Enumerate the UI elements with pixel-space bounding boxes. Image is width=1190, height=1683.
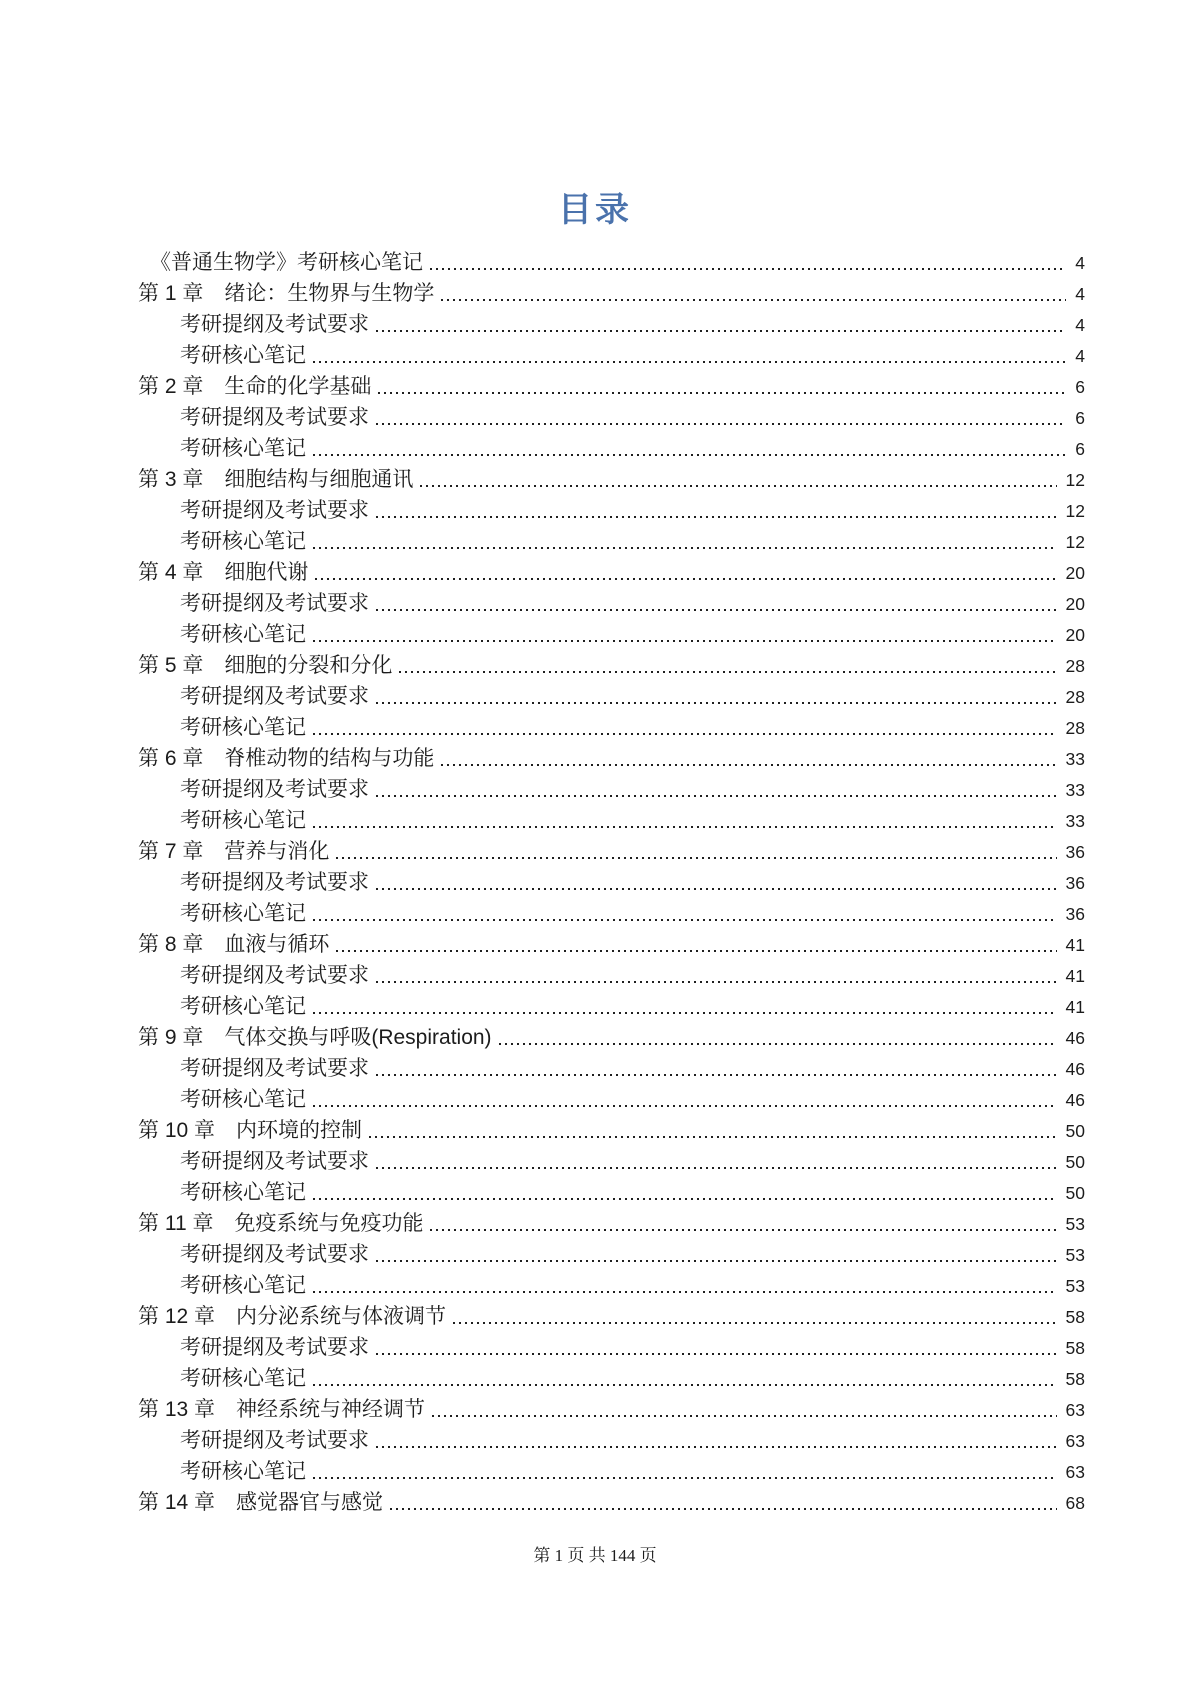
dot-leader <box>313 898 1057 929</box>
toc-entry-label: 考研提纲及考试要求 <box>180 499 369 522</box>
dot-leader <box>313 1363 1057 1394</box>
toc-entry[interactable] <box>138 495 1085 526</box>
table-of-contents <box>138 247 1085 1518</box>
dot-leader <box>313 619 1057 650</box>
toc-entry-label: 第 12 章 内分泌系统与体液调节 <box>138 1305 447 1328</box>
toc-entry-label: 第 6 章 脊椎动物的结构与功能 <box>138 747 435 770</box>
dot-leader <box>313 340 1066 371</box>
toc-page-number: 46 <box>1065 1059 1085 1079</box>
toc-entry[interactable] <box>138 867 1085 898</box>
toc-entry-label: 第 7 章 营养与消化 <box>138 840 330 863</box>
dot-leader <box>390 1487 1057 1518</box>
toc-page-number: 33 <box>1065 749 1085 769</box>
toc-page-number: 20 <box>1065 594 1085 614</box>
toc-entry[interactable] <box>138 247 1085 278</box>
dot-leader <box>313 433 1066 464</box>
toc-entry-label: 考研核心笔记 <box>180 623 306 646</box>
dot-leader <box>376 681 1057 712</box>
dot-leader <box>420 464 1056 495</box>
toc-page-number: 28 <box>1065 656 1085 676</box>
toc-page-number: 6 <box>1075 377 1085 397</box>
toc-page-number: 28 <box>1065 718 1085 738</box>
toc-entry[interactable] <box>138 1115 1085 1146</box>
toc-page-number: 46 <box>1065 1028 1085 1048</box>
toc-entry-label: 考研提纲及考试要求 <box>180 406 369 429</box>
toc-entry-label: 《普通生物学》考研核心笔记 <box>150 251 423 274</box>
toc-entry-label: 第 13 章 神经系统与神经调节 <box>138 1398 426 1421</box>
toc-entry-label: 第 14 章 感觉器官与感觉 <box>138 1491 384 1514</box>
toc-page-number: 6 <box>1075 408 1085 428</box>
toc-entry-label: 考研核心笔记 <box>180 1367 306 1390</box>
dot-leader <box>376 588 1057 619</box>
toc-entry[interactable] <box>138 650 1085 681</box>
toc-entry[interactable] <box>138 278 1085 309</box>
dot-leader <box>369 1115 1057 1146</box>
toc-entry[interactable] <box>138 1146 1085 1177</box>
dot-leader <box>441 278 1066 309</box>
toc-entry-label: 第 5 章 细胞的分裂和分化 <box>138 654 393 677</box>
dot-leader <box>336 836 1056 867</box>
toc-entry-label: 考研核心笔记 <box>180 809 306 832</box>
toc-entry[interactable] <box>138 681 1085 712</box>
toc-page-number: 58 <box>1065 1369 1085 1389</box>
toc-entry[interactable] <box>138 1177 1085 1208</box>
dot-leader <box>378 371 1066 402</box>
dot-leader <box>376 1146 1057 1177</box>
toc-entry[interactable] <box>138 619 1085 650</box>
toc-entry-label: 考研提纲及考试要求 <box>180 1057 369 1080</box>
toc-entry[interactable] <box>138 1301 1085 1332</box>
toc-page-number: 36 <box>1065 873 1085 893</box>
toc-page-number: 33 <box>1065 780 1085 800</box>
toc-entry[interactable] <box>138 1456 1085 1487</box>
toc-page-number: 4 <box>1075 253 1085 273</box>
toc-entry-label: 第 4 章 细胞代谢 <box>138 561 309 584</box>
toc-entry[interactable] <box>138 960 1085 991</box>
dot-leader <box>313 1177 1057 1208</box>
toc-entry-label: 考研提纲及考试要求 <box>180 1336 369 1359</box>
dot-leader <box>432 1394 1057 1425</box>
toc-entry[interactable] <box>138 991 1085 1022</box>
toc-entry-label: 第 9 章 气体交换与呼吸(Respiration) <box>138 1026 492 1049</box>
toc-entry-label: 考研核心笔记 <box>180 530 306 553</box>
toc-page-number: 53 <box>1065 1214 1085 1234</box>
toc-entry-label: 考研核心笔记 <box>180 995 306 1018</box>
toc-entry[interactable] <box>138 898 1085 929</box>
toc-page-number: 41 <box>1065 997 1085 1017</box>
toc-page-number: 50 <box>1065 1152 1085 1172</box>
dot-leader <box>376 402 1066 433</box>
toc-entry-label: 考研核心笔记 <box>180 1274 306 1297</box>
toc-entry-label: 考研核心笔记 <box>180 344 306 367</box>
toc-entry[interactable] <box>138 1239 1085 1270</box>
dot-leader <box>499 1022 1057 1053</box>
toc-entry[interactable] <box>138 371 1085 402</box>
dot-leader <box>315 557 1056 588</box>
toc-page-number: 20 <box>1065 625 1085 645</box>
toc-page-number: 63 <box>1065 1462 1085 1482</box>
toc-page-number: 33 <box>1065 811 1085 831</box>
toc-page-number: 50 <box>1065 1183 1085 1203</box>
dot-leader <box>313 1456 1057 1487</box>
toc-page-number: 68 <box>1065 1493 1085 1513</box>
toc-entry-label: 考研核心笔记 <box>180 437 306 460</box>
toc-page-number: 20 <box>1065 563 1085 583</box>
dot-leader <box>430 247 1066 278</box>
toc-page-number: 12 <box>1065 532 1085 552</box>
toc-entry[interactable] <box>138 1084 1085 1115</box>
dot-leader <box>313 805 1057 836</box>
toc-page-number: 58 <box>1065 1338 1085 1358</box>
page-footer: 第 1 页 共 144 页 <box>533 1546 657 1565</box>
toc-entry-label: 考研提纲及考试要求 <box>180 871 369 894</box>
toc-entry-label: 第 2 章 生命的化学基础 <box>138 375 372 398</box>
toc-entry[interactable] <box>138 1270 1085 1301</box>
toc-entry[interactable] <box>138 929 1085 960</box>
toc-entry[interactable] <box>138 402 1085 433</box>
toc-title: 目录 <box>558 192 632 229</box>
dot-leader <box>376 1239 1057 1270</box>
toc-entry[interactable] <box>138 1208 1085 1239</box>
toc-entry[interactable] <box>138 1487 1085 1518</box>
toc-page-number: 63 <box>1065 1400 1085 1420</box>
toc-page-number: 28 <box>1065 687 1085 707</box>
toc-page-number: 53 <box>1065 1276 1085 1296</box>
toc-page-number: 53 <box>1065 1245 1085 1265</box>
toc-entry[interactable] <box>138 526 1085 557</box>
dot-leader <box>313 1270 1057 1301</box>
toc-page-number: 36 <box>1065 904 1085 924</box>
dot-leader <box>399 650 1056 681</box>
toc-entry-label: 考研提纲及考试要求 <box>180 685 369 708</box>
toc-entry-label: 第 3 章 细胞结构与细胞通讯 <box>138 468 414 491</box>
toc-entry[interactable] <box>138 1425 1085 1456</box>
dot-leader <box>313 1084 1057 1115</box>
toc-entry-label: 考研核心笔记 <box>180 1460 306 1483</box>
toc-entry-label: 第 8 章 血液与循环 <box>138 933 330 956</box>
dot-leader <box>313 712 1057 743</box>
toc-page-number: 6 <box>1075 439 1085 459</box>
dot-leader <box>376 1425 1057 1456</box>
dot-leader <box>376 1053 1057 1084</box>
toc-page-number: 63 <box>1065 1431 1085 1451</box>
toc-entry[interactable] <box>138 340 1085 371</box>
dot-leader <box>336 929 1056 960</box>
toc-page-number: 12 <box>1065 501 1085 521</box>
dot-leader <box>430 1208 1056 1239</box>
dot-leader <box>441 743 1056 774</box>
toc-entry-label: 考研核心笔记 <box>180 1181 306 1204</box>
toc-entry-label: 考研提纲及考试要求 <box>180 1150 369 1173</box>
toc-page-number: 36 <box>1065 842 1085 862</box>
toc-entry[interactable] <box>138 805 1085 836</box>
toc-entry-label: 考研提纲及考试要求 <box>180 778 369 801</box>
toc-entry[interactable] <box>138 836 1085 867</box>
toc-entry[interactable] <box>138 1332 1085 1363</box>
toc-page-number: 4 <box>1075 284 1085 304</box>
toc-entry-label: 考研核心笔记 <box>180 716 306 739</box>
toc-entry[interactable] <box>138 712 1085 743</box>
dot-leader <box>313 991 1057 1022</box>
toc-entry[interactable] <box>138 464 1085 495</box>
toc-entry-label: 第 10 章 内环境的控制 <box>138 1119 363 1142</box>
toc-entry[interactable] <box>138 588 1085 619</box>
toc-page-number: 4 <box>1075 315 1085 335</box>
dot-leader <box>376 960 1057 991</box>
toc-entry[interactable] <box>138 309 1085 340</box>
toc-page-number: 12 <box>1065 470 1085 490</box>
dot-leader <box>376 1332 1057 1363</box>
toc-page-number: 41 <box>1065 966 1085 986</box>
dot-leader <box>376 309 1066 340</box>
toc-page-number: 50 <box>1065 1121 1085 1141</box>
toc-entry-label: 考研提纲及考试要求 <box>180 592 369 615</box>
dot-leader <box>376 495 1057 526</box>
dot-leader <box>313 526 1057 557</box>
toc-entry-label: 考研提纲及考试要求 <box>180 1243 369 1266</box>
toc-entry-label: 考研提纲及考试要求 <box>180 313 369 336</box>
toc-entry-label: 考研核心笔记 <box>180 1088 306 1111</box>
toc-entry[interactable] <box>138 1053 1085 1084</box>
toc-page-number: 41 <box>1065 935 1085 955</box>
toc-entry-label: 考研核心笔记 <box>180 902 306 925</box>
toc-entry[interactable] <box>138 433 1085 464</box>
toc-entry[interactable] <box>138 743 1085 774</box>
toc-page-number: 58 <box>1065 1307 1085 1327</box>
toc-entry[interactable] <box>138 1394 1085 1425</box>
toc-page-number: 46 <box>1065 1090 1085 1110</box>
dot-leader <box>376 867 1057 898</box>
toc-entry[interactable] <box>138 1022 1085 1053</box>
toc-entry[interactable] <box>138 774 1085 805</box>
toc-entry-label: 考研提纲及考试要求 <box>180 1429 369 1452</box>
toc-entry[interactable] <box>138 557 1085 588</box>
toc-entry-label: 第 1 章 绪论：生物界与生物学 <box>138 282 435 305</box>
toc-entry[interactable] <box>138 1363 1085 1394</box>
toc-page-number: 4 <box>1075 346 1085 366</box>
toc-entry-label: 考研提纲及考试要求 <box>180 964 369 987</box>
dot-leader <box>376 774 1057 805</box>
toc-entry-label: 第 11 章 免疫系统与免疫功能 <box>138 1212 424 1235</box>
dot-leader <box>453 1301 1057 1332</box>
